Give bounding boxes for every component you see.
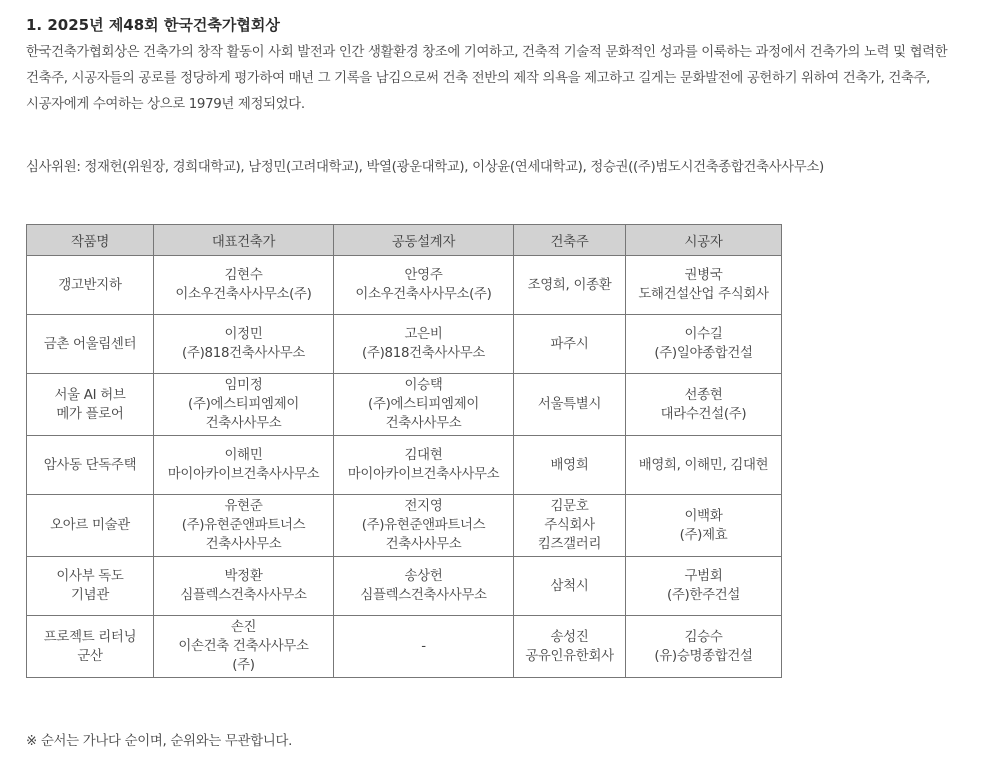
jury-members: 심사위원: 정재헌(위원장, 경희대학교), 남정민(고려대학교), 박열(광운대학교), 이상윤(연세대학교), 정승권((주)범도시건축종합건축사사무소) (26, 160, 824, 175)
cell-text: 마이아카이브건축사사무소 (167, 467, 320, 482)
cell-text: 이승택 (404, 378, 443, 393)
award-description: 한국건축가협회상은 건축가의 창작 활동이 사회 발전과 인간 생활환경 창조에 기여하고, 건축적 기술적 문화적인 성과를 이룩하는 과정에서 건축가의 노력 및 협력한 건축주, 시공자들의 공로를 정당하게 평가하여 매년 그 기록을 남김으로써 건축 전반의 제작 의욕을 제고하고 길게는 문화발전에 공헌하기 위하여 건축가, 건축주, 시공자에게 수여하는 상으로 1979년 제정되었다. (26, 45, 948, 112)
cell-text: 배영희, 이해민, 김대현 (638, 457, 769, 473)
cell-architect (154, 616, 334, 678)
cell-text: (주)일야종합건설 (654, 346, 753, 361)
cell-text: (주)제효 (679, 527, 728, 543)
cell-text: 임미정 (224, 378, 263, 393)
cell-text: 심플렉스건축사사무소 (180, 588, 307, 603)
header-client: 건축주 (514, 225, 626, 256)
cell-co-designer (334, 315, 514, 374)
cell-work (27, 315, 154, 374)
cell-text: 삼척시 (550, 578, 589, 594)
cell-text: 전지영 (404, 499, 443, 514)
cell-text: 고은비 (404, 327, 443, 342)
cell-builder (626, 616, 782, 678)
cell-architect (154, 436, 334, 495)
cell-text: 송상헌 (404, 569, 443, 584)
cell-text: 킴즈갤러리 (537, 537, 602, 552)
cell-co-designer (334, 436, 514, 495)
cell-client (514, 495, 626, 557)
cell-builder (626, 436, 782, 495)
cell-text: 조영희, 이종환 (527, 277, 612, 293)
cell-co-designer (334, 557, 514, 616)
header-co-designer: 공동설계자 (334, 225, 514, 256)
cell-text: (주)유현준앤파트너스 (181, 518, 306, 533)
cell-text: 김대현 (404, 448, 443, 463)
table-row (27, 374, 782, 436)
cell-architect (154, 315, 334, 374)
cell-co-designer (334, 256, 514, 315)
cell-text: 오아르 미술관 (50, 518, 130, 533)
cell-text: 송성진 (550, 629, 589, 645)
cell-text: 김현수 (224, 268, 263, 283)
cell-client (514, 374, 626, 436)
cell-text: 안영주 (404, 268, 443, 283)
cell-text: (주)에스티피엠제이 (368, 397, 479, 412)
cell-architect (154, 256, 334, 315)
cell-text: 이손건축 건축사사무소 (178, 639, 309, 654)
cell-text: (주)818건축사사무소 (362, 346, 485, 361)
cell-text: 금촌 어울림센터 (43, 336, 137, 352)
table-header-row (27, 225, 782, 256)
cell-text: (주)유현준앤파트너스 (361, 518, 486, 533)
cell-text: 마이아카이브건축사사무소 (347, 467, 500, 482)
cell-co-designer (334, 495, 514, 557)
table-row (27, 436, 782, 495)
cell-work (27, 436, 154, 495)
cell-builder (626, 557, 782, 616)
table-row (27, 616, 782, 678)
cell-builder (626, 315, 782, 374)
cell-text: 권병국 (684, 268, 723, 283)
cell-text: 서울특별시 (537, 397, 602, 412)
cell-text: 구범회 (684, 569, 723, 584)
cell-architect (154, 495, 334, 557)
awards-table (26, 224, 782, 678)
cell-client (514, 616, 626, 678)
ordering-note: ※ 순서는 가나다 순이며, 순위와는 무관합니다. (26, 734, 293, 749)
cell-text: 서울 AI 허브 (54, 387, 126, 403)
cell-work (27, 495, 154, 557)
cell-text: 건축사사무소 (385, 416, 462, 431)
cell-client (514, 557, 626, 616)
cell-co-designer (334, 374, 514, 436)
cell-text: (주)818건축사사무소 (182, 346, 305, 361)
cell-text: 이백화 (684, 508, 723, 524)
cell-text: 건축사사무소 (205, 537, 282, 552)
header-builder: 시공자 (626, 225, 782, 256)
cell-work (27, 616, 154, 678)
cell-text: 대라수건설(주) (660, 406, 747, 422)
cell-text: 공유인유한회사 (525, 648, 614, 664)
cell-work (27, 374, 154, 436)
cell-text: 프로젝트 리터닝 (43, 629, 137, 645)
table-row (27, 495, 782, 557)
cell-text: 유현준 (224, 499, 263, 514)
cell-text: 이정민 (224, 327, 263, 342)
cell-text: (주)에스티피엠제이 (188, 397, 299, 412)
cell-text: 심플렉스건축사사무소 (360, 588, 487, 603)
cell-text: 손진 (230, 620, 257, 635)
table-row (27, 557, 782, 616)
cell-client (514, 436, 626, 495)
table-row (27, 315, 782, 374)
cell-client (514, 315, 626, 374)
cell-builder (626, 374, 782, 436)
cell-text: 주식회사 (544, 518, 595, 533)
cell-architect (154, 374, 334, 436)
cell-client (514, 256, 626, 315)
cell-text: 갱고반지하 (58, 277, 122, 293)
cell-text: 도해건설산업 주식회사 (638, 287, 769, 302)
cell-text: 박정환 (224, 569, 263, 584)
cell-text: 이소우건축사사무소(주) (175, 287, 312, 302)
cell-text: 이해민 (224, 448, 263, 463)
cell-text: 메가 플로어 (56, 406, 124, 422)
cell-text: (주) (232, 658, 255, 673)
cell-text: 배영희 (550, 457, 589, 473)
cell-builder (626, 495, 782, 557)
cell-text: 선종현 (684, 387, 723, 403)
cell-text: 김문호 (550, 499, 589, 514)
cell-co-designer (334, 616, 514, 678)
cell-text: 건축사사무소 (385, 537, 462, 552)
table-row (27, 256, 782, 315)
cell-text: 군산 (77, 648, 103, 664)
section-title: 1. 2025년 제48회 한국건축가협회상 (26, 16, 280, 34)
header-work: 작품명 (27, 225, 154, 256)
cell-text: 암사동 단독주택 (43, 457, 137, 473)
cell-text: 파주시 (550, 336, 589, 352)
cell-work (27, 256, 154, 315)
cell-text: 건축사사무소 (205, 416, 282, 431)
cell-text: - (421, 639, 426, 654)
cell-text: (유)승명종합건설 (654, 648, 753, 664)
cell-text: 김승수 (684, 629, 723, 645)
cell-text: 이사부 독도 (56, 569, 124, 584)
cell-text: 이수길 (684, 327, 723, 342)
cell-text: 이소우건축사사무소(주) (355, 287, 492, 302)
cell-text: (주)한주건설 (666, 588, 741, 603)
cell-builder (626, 256, 782, 315)
cell-work (27, 557, 154, 616)
cell-architect (154, 557, 334, 616)
header-architect: 대표건축가 (154, 225, 334, 256)
cell-text: 기념관 (71, 588, 109, 603)
